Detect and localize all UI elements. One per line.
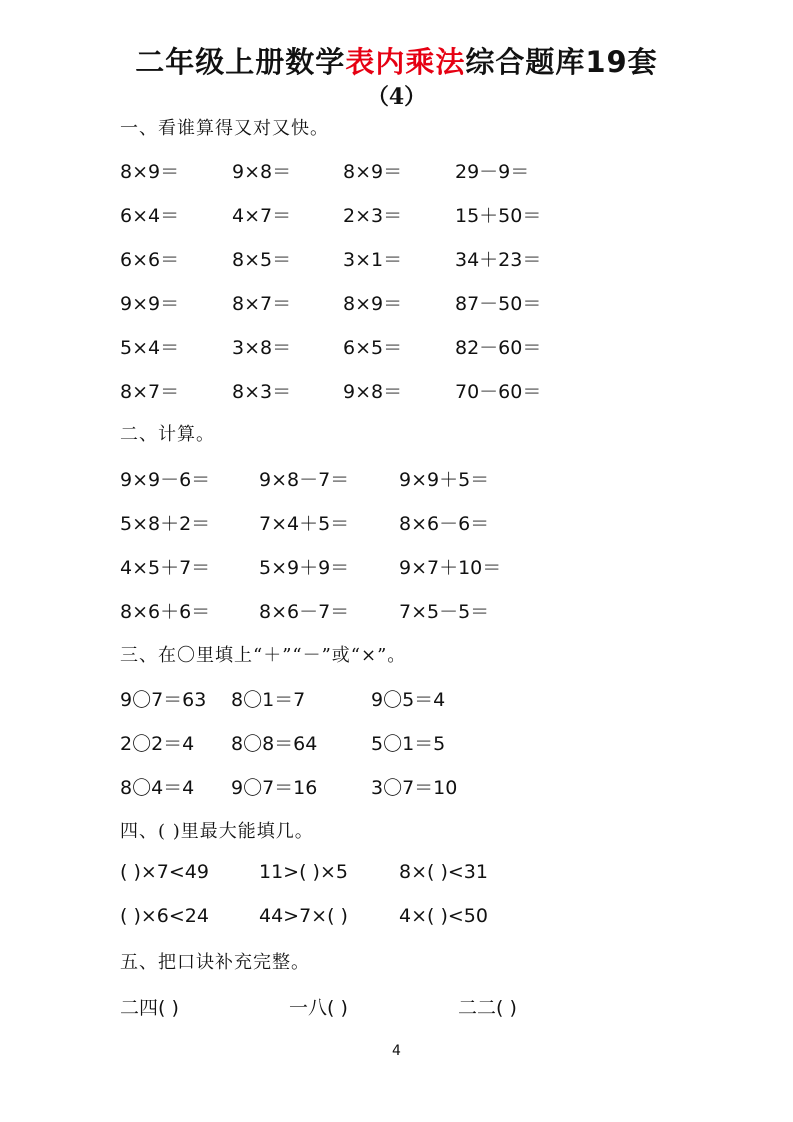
title-part-1: 二年级上册数学 [135, 45, 346, 79]
s1-r2-c1: 6×4＝ [120, 205, 180, 227]
s1-r4-c1: 9×9＝ [120, 293, 180, 315]
s4-r1-c3: 8×( )<31 [399, 861, 488, 883]
s1-r6-c4: 70－60＝ [455, 381, 542, 403]
s4-r2-c1: ( )×6<24 [120, 905, 209, 927]
s2-r1-c1: 9×9－6＝ [120, 469, 211, 491]
s4-r1-c1: ( )×7<49 [120, 861, 209, 883]
section-1-heading: 一、看谁算得又对又快。 [120, 118, 329, 139]
s1-r1-c3: 8×9＝ [343, 161, 403, 183]
page-number: 4 [392, 1043, 401, 1059]
section-4-heading: 四、( )里最大能填几。 [120, 821, 314, 842]
page-title [0, 40, 793, 81]
s1-r6-c1: 8×7＝ [120, 381, 180, 403]
s1-r5-c1: 5×4＝ [120, 337, 180, 359]
s3-r3-c3: 3〇7＝10 [371, 777, 458, 799]
title-highlight: 表内乘法 [345, 45, 466, 79]
s4-r1-c2: 11>( )×5 [259, 861, 348, 883]
s5-r1-c2: 一八( ) [289, 997, 348, 1019]
s1-r4-c4: 87－50＝ [455, 293, 542, 315]
s4-r2-c3: 4×( )<50 [399, 905, 488, 927]
s2-r2-c2: 7×4＋5＝ [259, 513, 350, 535]
s2-r1-c2: 9×8－7＝ [259, 469, 350, 491]
s5-r1-c3: 二二( ) [458, 997, 517, 1019]
s2-r1-c3: 9×9＋5＝ [399, 469, 490, 491]
s1-r5-c2: 3×8＝ [232, 337, 292, 359]
s1-r2-c4: 15＋50＝ [455, 205, 542, 227]
s2-r4-c3: 7×5－5＝ [399, 601, 490, 623]
s1-r5-c3: 6×5＝ [343, 337, 403, 359]
s1-r1-c2: 9×8＝ [232, 161, 292, 183]
s1-r3-c1: 6×6＝ [120, 249, 180, 271]
section-2-heading: 二、计算。 [120, 424, 215, 445]
s1-r4-c3: 8×9＝ [343, 293, 403, 315]
s3-r1-c1: 9〇7＝63 [120, 689, 207, 711]
s1-r3-c4: 34＋23＝ [455, 249, 542, 271]
s2-r3-c2: 5×9＋9＝ [259, 557, 350, 579]
s1-r3-c2: 8×5＝ [232, 249, 292, 271]
s1-r2-c2: 4×7＝ [232, 205, 292, 227]
s2-r3-c1: 4×5＋7＝ [120, 557, 211, 579]
s1-r4-c2: 8×7＝ [232, 293, 292, 315]
s2-r2-c3: 8×6－6＝ [399, 513, 490, 535]
s2-r4-c2: 8×6－7＝ [259, 601, 350, 623]
s2-r2-c1: 5×8＋2＝ [120, 513, 211, 535]
s3-r1-c3: 9〇5＝4 [371, 689, 446, 711]
s3-r3-c2: 9〇7＝16 [231, 777, 318, 799]
s3-r2-c1: 2〇2＝4 [120, 733, 195, 755]
s1-r5-c4: 82－60＝ [455, 337, 542, 359]
s1-r6-c2: 8×3＝ [232, 381, 292, 403]
page-subtitle: （4） [366, 84, 427, 110]
s3-r2-c3: 5〇1＝5 [371, 733, 446, 755]
s3-r1-c2: 8〇1＝7 [231, 689, 306, 711]
s2-r4-c1: 8×6＋6＝ [120, 601, 211, 623]
section-5-heading: 五、把口诀补充完整。 [120, 952, 310, 973]
s1-r3-c3: 3×1＝ [343, 249, 403, 271]
s4-r2-c2: 44>7×( ) [259, 905, 348, 927]
s5-r1-c1: 二四( ) [120, 997, 179, 1019]
title-part-3: 综合题库19套 [465, 45, 658, 79]
s1-r6-c3: 9×8＝ [343, 381, 403, 403]
s3-r3-c1: 8〇4＝4 [120, 777, 195, 799]
s3-r2-c2: 8〇8＝64 [231, 733, 318, 755]
s1-r2-c3: 2×3＝ [343, 205, 403, 227]
section-3-heading: 三、在〇里填上“＋”“－”或“×”。 [120, 645, 407, 666]
s1-r1-c1: 8×9＝ [120, 161, 180, 183]
s2-r3-c3: 9×7＋10＝ [399, 557, 502, 579]
s1-r1-c4: 29－9＝ [455, 161, 530, 183]
